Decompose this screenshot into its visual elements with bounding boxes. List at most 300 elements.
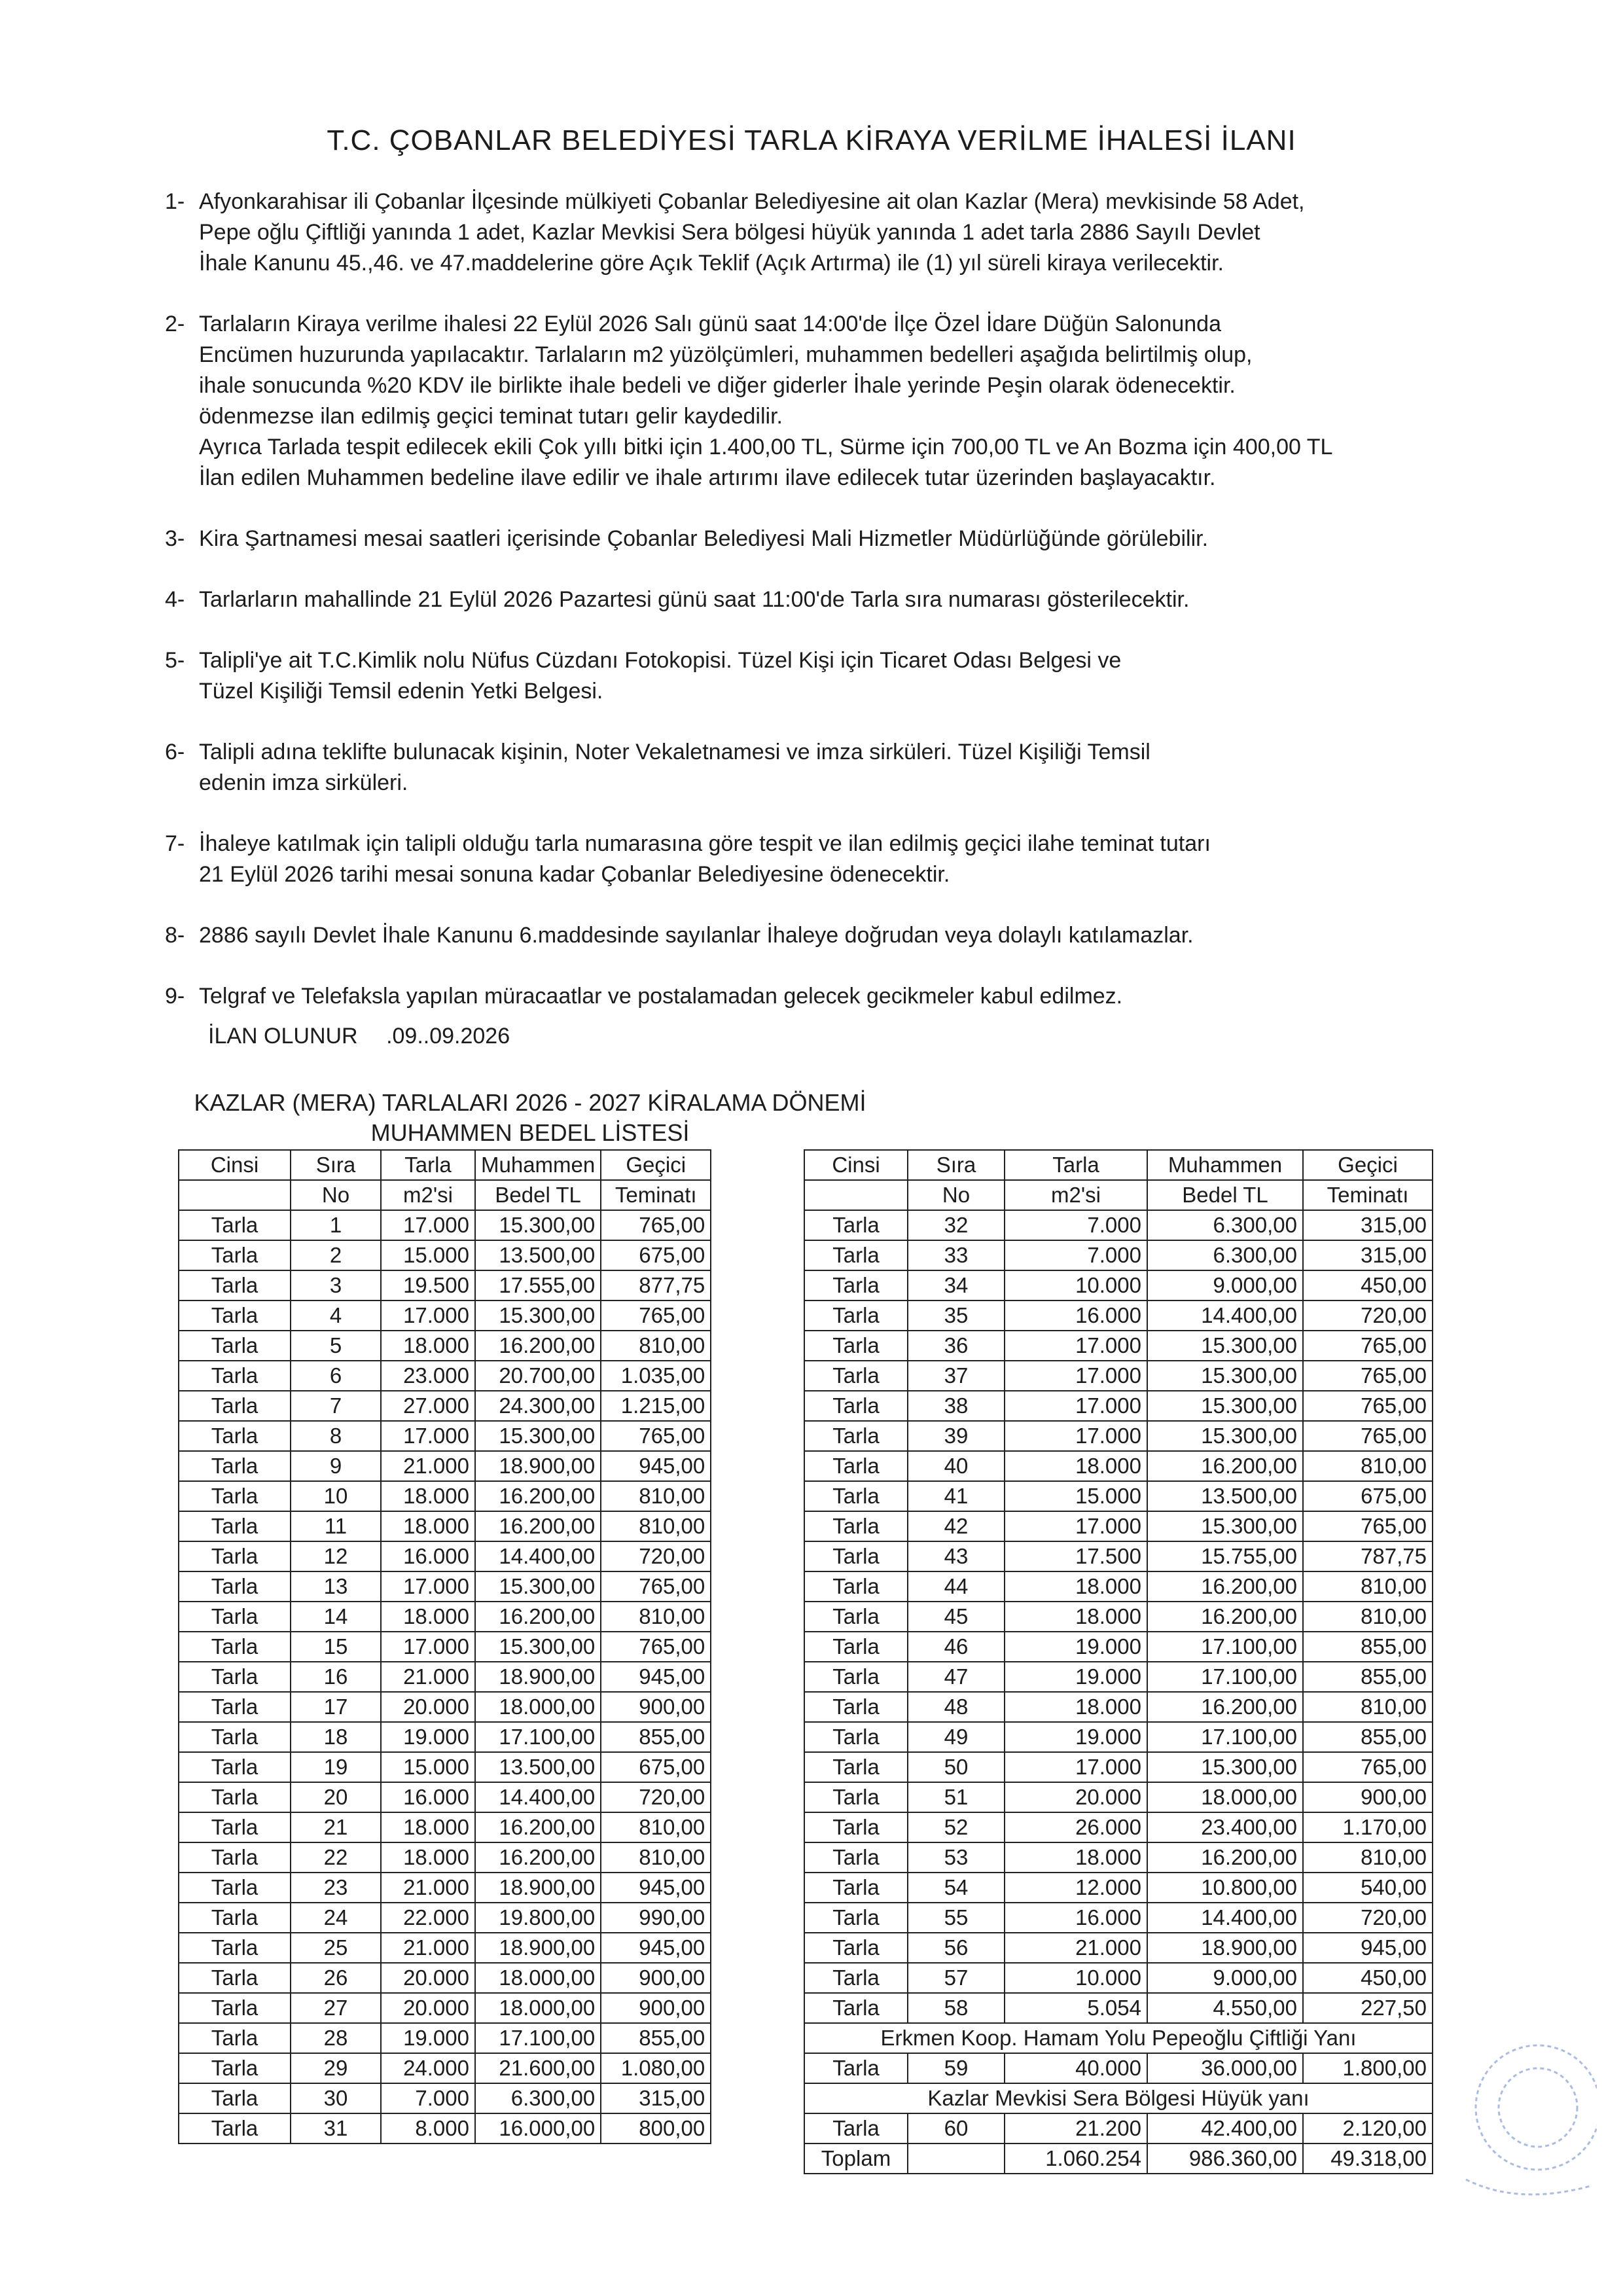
table-cell: Tarla [804, 1722, 908, 1752]
table-row [804, 1331, 1433, 1361]
table-cell: 765,00 [601, 1210, 711, 1240]
table-cell: 17.000 [381, 1421, 475, 1451]
table-cell: 8.000 [381, 2113, 475, 2144]
table-cell: Tarla [179, 2023, 291, 2053]
table-cell: 2 [291, 1240, 381, 1270]
table-cell: 21.000 [1005, 1933, 1147, 1963]
table-cell: 18.000 [1005, 1602, 1147, 1632]
table-cell: 21 [291, 1812, 381, 1842]
table-cell: 14.400,00 [1147, 1903, 1303, 1933]
table-row [179, 1421, 711, 1451]
table-cell: Tarla [804, 1571, 908, 1602]
table-cell: 810,00 [1303, 1571, 1433, 1602]
notice-item-line: edenin imza sirküleri. [199, 770, 408, 795]
table-cell: 21.600,00 [475, 2053, 601, 2083]
table-cell: Tarla [804, 1782, 908, 1812]
table-cell: 7.000 [381, 2083, 475, 2113]
table-cell: 8 [291, 1421, 381, 1451]
table-cell: Tarla [179, 1963, 291, 1993]
table-row [179, 1993, 711, 2023]
table-row [179, 1270, 711, 1300]
table-cell: 12 [291, 1541, 381, 1571]
table-cell: Tarla [804, 1300, 908, 1331]
table-cell: Tarla [179, 1331, 291, 1361]
table-cell: Tarla [179, 1511, 291, 1541]
table-row [179, 1331, 711, 1361]
table-cell: 24 [291, 1903, 381, 1933]
table-cell: 28 [291, 2023, 381, 2053]
notice-item-number: 9- [165, 984, 185, 1009]
table-row [804, 1963, 1433, 1993]
table-cell: 4 [291, 1300, 381, 1331]
table-cell: 13 [291, 1571, 381, 1602]
table-row [179, 1602, 711, 1632]
table-cell: 22.000 [381, 1903, 475, 1933]
notice-item [165, 187, 1493, 279]
table-cell: 810,00 [601, 1812, 711, 1842]
table-cell: Tarla [179, 1421, 291, 1451]
notice-item [165, 829, 1493, 890]
table-cell: 15.300,00 [475, 1210, 601, 1240]
table-cell: 15.000 [381, 1240, 475, 1270]
table-cell: Tarla [804, 1421, 908, 1451]
notice-item-line: 2886 sayılı Devlet İhale Kanunu 6.maddesinde sayılanlar İhaleye doğrudan veya dolaylı katılamazlar. [199, 923, 1194, 948]
notice-item-line: Tarlaların Kiraya verilme ihalesi 22 Eylül 2026 Salı günü saat 14:00'de İlçe Özel İdare Düğün Salonunda [199, 312, 1221, 336]
table-header-cell: Muhammen [475, 1150, 601, 1180]
table-cell: 15.300,00 [475, 1300, 601, 1331]
table-cell: 21.200 [1005, 2113, 1147, 2144]
table-cell: 945,00 [1303, 1933, 1433, 1963]
table-row [179, 1963, 711, 1993]
table-cell: 31 [291, 2113, 381, 2144]
table-row [179, 1300, 711, 1331]
table-cell: Tarla [804, 1963, 908, 1993]
table-cell: 50 [908, 1752, 1005, 1782]
table-row [804, 1481, 1433, 1511]
table-cell: 19.500 [381, 1270, 475, 1300]
table-cell: 4.550,00 [1147, 1993, 1303, 2023]
table-cell: 17.000 [1005, 1511, 1147, 1541]
table-cell: 17.100,00 [1147, 1632, 1303, 1662]
table-cell: 10.000 [1005, 1963, 1147, 1993]
table-header-cell: Geçici [1303, 1150, 1433, 1180]
table-cell: 27 [291, 1993, 381, 2023]
table-cell: 675,00 [601, 1752, 711, 1782]
notice-item-line: Tüzel Kişiliği Temsil edenin Yetki Belgesi. [199, 679, 603, 704]
table-cell: 18.000 [1005, 1692, 1147, 1722]
table-row [179, 1391, 711, 1421]
notice-item [165, 981, 1493, 1012]
table-cell: 9.000,00 [1147, 1963, 1303, 1993]
table-cell: 15.755,00 [1147, 1541, 1303, 1571]
table-cell: 51 [908, 1782, 1005, 1812]
table-cell: 720,00 [1303, 1300, 1433, 1331]
table-cell: 18.900,00 [475, 1662, 601, 1692]
table-cell: 36 [908, 1331, 1005, 1361]
table-cell: 24.000 [381, 2053, 475, 2083]
table-cell: 41 [908, 1481, 1005, 1511]
table-cell: Tarla [179, 1361, 291, 1391]
table-cell: 16.000,00 [475, 2113, 601, 2144]
table-row [804, 1602, 1433, 1632]
table-cell: Tarla [804, 1662, 908, 1692]
table-cell: 7 [291, 1391, 381, 1421]
table-cell: 17.000 [1005, 1421, 1147, 1451]
table-cell: 34 [908, 1270, 1005, 1300]
table-cell: Tarla [179, 2113, 291, 2144]
table-cell: 15.300,00 [1147, 1511, 1303, 1541]
table-cell: 765,00 [1303, 1421, 1433, 1451]
table-cell: 16.000 [1005, 1903, 1147, 1933]
table-cell: 30 [291, 2083, 381, 2113]
section-row-kazlar [804, 2083, 1433, 2113]
table-row [804, 1903, 1433, 1933]
notice-item-line: Ayrıca Tarlada tespit edilecek ekili Çok yıllı bitki için 1.400,00 TL, Sürme için 700,00 TL ve An Bozma için 400,00 TL [199, 435, 1333, 459]
table-cell: 900,00 [601, 1692, 711, 1722]
table-cell: 20 [291, 1782, 381, 1812]
table-cell: 14 [291, 1602, 381, 1632]
table-cell: 19.000 [1005, 1662, 1147, 1692]
ilan-date: .09..09.2026 [386, 1024, 510, 1049]
table-header-cell: Teminatı [601, 1180, 711, 1210]
table-cell: 16.200,00 [1147, 1571, 1303, 1602]
table-header-cell: Muhammen [1147, 1150, 1303, 1180]
table-cell: 765,00 [601, 1421, 711, 1451]
table-cell: 1.215,00 [601, 1391, 711, 1421]
table-cell: 45 [908, 1602, 1005, 1632]
table-cell: 810,00 [1303, 1842, 1433, 1873]
table-cell: 18.000,00 [475, 1993, 601, 2023]
table-cell: 3 [291, 1270, 381, 1300]
table-cell: Tarla [804, 1361, 908, 1391]
table-row [804, 2113, 1433, 2144]
table-cell: 19.000 [381, 2023, 475, 2053]
table-cell: Tarla [804, 1541, 908, 1571]
table-row [804, 1210, 1433, 1240]
table-cell: 33 [908, 1240, 1005, 1270]
table-row [804, 1541, 1433, 1571]
table-cell: 21.000 [381, 1873, 475, 1903]
table-cell: 52 [908, 1812, 1005, 1842]
table-header-row [804, 1180, 1433, 1210]
table-cell: Tarla [179, 1481, 291, 1511]
table-cell: 19.000 [1005, 1632, 1147, 1662]
total-label: Toplam [804, 2144, 908, 2174]
notice-item-number: 2- [165, 312, 185, 336]
table-cell: Tarla [179, 1993, 291, 2023]
notice-item-number: 5- [165, 648, 185, 673]
notice-item-number: 7- [165, 831, 185, 856]
notice-item-number: 8- [165, 923, 185, 948]
notice-item-line: Pepe oğlu Çiftliği yanında 1 adet, Kazlar Mevkisi Sera bölgesi hüyük yanında 1 adet tarla 2886 Sayılı Devlet [199, 220, 1260, 245]
table-row [804, 1421, 1433, 1451]
table-cell: 800,00 [601, 2113, 711, 2144]
table-cell: 17.000 [381, 1210, 475, 1240]
table-cell: 855,00 [601, 2023, 711, 2053]
table-cell: 17.100,00 [1147, 1662, 1303, 1692]
table-cell: 1.800,00 [1303, 2053, 1433, 2083]
table-cell: Tarla [179, 1240, 291, 1270]
table-row [804, 1873, 1433, 1903]
table-cell: 26 [291, 1963, 381, 1993]
table-row [804, 1993, 1433, 2023]
table-row [804, 1391, 1433, 1421]
table-cell: 990,00 [601, 1903, 711, 1933]
table-cell: Tarla [179, 1842, 291, 1873]
table-row [804, 2053, 1433, 2083]
table-cell: 15.300,00 [475, 1421, 601, 1451]
table-header-row [804, 1150, 1433, 1180]
table-cell: 315,00 [1303, 1240, 1433, 1270]
notice-item-line: İlan edilen Muhammen bedeline ilave edilir ve ihale artırımı ilave edilecek tutar üzerinden başlayacaktır. [199, 465, 1216, 490]
table-cell: 18.900,00 [1147, 1933, 1303, 1963]
table-cell: 765,00 [1303, 1391, 1433, 1421]
table-cell: 2.120,00 [1303, 2113, 1433, 2144]
notice-item-line: Talipli adına teklifte bulunacak kişinin, Noter Vekaletnamesi ve imza sirküleri. Tüzel Kişiliği Temsil [199, 740, 1150, 764]
table-cell: Tarla [179, 2083, 291, 2113]
notice-item [165, 524, 1493, 554]
notice-item-line: Encümen huzurunda yapılacaktır. Tarlaların m2 yüzölçümleri, muhammen bedelleri aşağıda belirtilmiş olup, [199, 342, 1253, 367]
notice-item-line: Telgraf ve Telefaksla yapılan müracaatlar ve postalamadan gelecek gecikmeler kabul edilmez. [199, 984, 1123, 1009]
table-row [179, 1692, 711, 1722]
table-row [179, 1571, 711, 1602]
table-cell: 9 [291, 1451, 381, 1481]
table-cell: Tarla [804, 2113, 908, 2144]
notice-item-line: Tarlarların mahallinde 21 Eylül 2026 Pazartesi günü saat 11:00'de Tarla sıra numarası gösterilecektir. [199, 587, 1190, 612]
table-header-cell: No [291, 1180, 381, 1210]
table-cell: Tarla [804, 1692, 908, 1722]
table-cell: 720,00 [601, 1782, 711, 1812]
table-cell: 13.500,00 [475, 1752, 601, 1782]
table-header-cell: Cinsi [179, 1150, 291, 1180]
table-cell: 765,00 [1303, 1331, 1433, 1361]
notice-item-number: 3- [165, 526, 185, 551]
notice-item-line: İhale Kanunu 45.,46. ve 47.maddelerine göre Açık Teklif (Açık Artırma) ile (1) yıl süreli kiraya verilecektir. [199, 251, 1224, 276]
table-cell: 1.080,00 [601, 2053, 711, 2083]
table-cell: 945,00 [601, 1451, 711, 1481]
table-header-cell: Tarla [381, 1150, 475, 1180]
table-header-cell: Sıra [908, 1150, 1005, 1180]
notice-item [165, 645, 1493, 707]
table-cell: 20.000 [381, 1963, 475, 1993]
table-cell: 6.300,00 [475, 2083, 601, 2113]
table-cell: 15.000 [1005, 1481, 1147, 1511]
table-row [179, 1632, 711, 1662]
table-cell: 23.400,00 [1147, 1812, 1303, 1842]
notice-items [165, 187, 1493, 1042]
table-cell: 18.000 [381, 1812, 475, 1842]
table-cell: 6.300,00 [1147, 1210, 1303, 1240]
table-cell: Tarla [179, 1812, 291, 1842]
table-cell: Tarla [804, 1933, 908, 1963]
table-header-cell: Bedel TL [475, 1180, 601, 1210]
table-cell: 810,00 [1303, 1451, 1433, 1481]
table-cell: 315,00 [601, 2083, 711, 2113]
table-cell: 18.000 [1005, 1571, 1147, 1602]
table-cell: Tarla [804, 1511, 908, 1541]
table-cell: 16.200,00 [1147, 1842, 1303, 1873]
total-teminat: 49.318,00 [1303, 2144, 1433, 2174]
table-cell: Tarla [804, 1451, 908, 1481]
list-title-line2: MUHAMMEN BEDEL LİSTESİ [370, 1119, 690, 1146]
table-cell: 16 [291, 1662, 381, 1692]
ilan-label: İLAN OLUNUR [208, 1024, 358, 1049]
table-row [179, 1210, 711, 1240]
table-cell: 27.000 [381, 1391, 475, 1421]
notice-item-line: ihale sonucunda %20 KDV ile birlikte ihale bedeli ve diğer giderler İhale yerinde Peşin olarak ödenecektir. [199, 373, 1236, 398]
table-cell: 1.170,00 [1303, 1812, 1433, 1842]
table-cell: 450,00 [1303, 1963, 1433, 1993]
table-row [179, 1541, 711, 1571]
table-header-cell: Bedel TL [1147, 1180, 1303, 1210]
table-cell: Tarla [179, 1632, 291, 1662]
table-cell: 55 [908, 1903, 1005, 1933]
table-cell: 17.000 [1005, 1391, 1147, 1421]
table-cell: Tarla [179, 1752, 291, 1782]
table-cell: 47 [908, 1662, 1005, 1692]
table-row [179, 1662, 711, 1692]
table-header-cell: Sıra [291, 1150, 381, 1180]
table-cell: 14.400,00 [1147, 1300, 1303, 1331]
table-row [179, 1812, 711, 1842]
table-cell: 36.000,00 [1147, 2053, 1303, 2083]
list-title [0, 1088, 1060, 1148]
table-cell: Tarla [179, 1933, 291, 1963]
notice-item [165, 309, 1493, 493]
table-cell: Tarla [179, 1391, 291, 1421]
notice-item-line: Afyonkarahisar ili Çobanlar İlçesinde mülkiyeti Çobanlar Belediyesine ait olan Kazlar (Mera) mevkisinde 58 Adet, [199, 189, 1305, 214]
section-label: Erkmen Koop. Hamam Yolu Pepeoğlu Çiftliği Yanı [804, 2023, 1433, 2053]
table-cell: Tarla [804, 1842, 908, 1873]
table-cell: 17.000 [381, 1300, 475, 1331]
table-cell: 18.000 [381, 1481, 475, 1511]
table-cell: 58 [908, 1993, 1005, 2023]
table-row [804, 1632, 1433, 1662]
table-cell: 17.100,00 [475, 2023, 601, 2053]
table-cell: 24.300,00 [475, 1391, 601, 1421]
notice-title: T.C. ÇOBANLAR BELEDİYESİ TARLA KİRAYA VERİLME İHALESİ İLANI [327, 124, 1296, 156]
table-cell: 18.000 [381, 1842, 475, 1873]
table-cell: 20.000 [381, 1692, 475, 1722]
total-empty-cell [908, 2144, 1005, 2174]
table-cell: 19.800,00 [475, 1903, 601, 1933]
table-cell: 15.300,00 [1147, 1421, 1303, 1451]
table-cell: 17.000 [381, 1632, 475, 1662]
table-cell: Tarla [804, 1331, 908, 1361]
table-cell: 17.100,00 [475, 1722, 601, 1752]
total-row [804, 2144, 1433, 2174]
table-cell: 19.000 [381, 1722, 475, 1752]
table-cell: 675,00 [1303, 1481, 1433, 1511]
table-cell: 44 [908, 1571, 1005, 1602]
table-cell: 57 [908, 1963, 1005, 1993]
table-row [179, 1722, 711, 1752]
table-cell: Tarla [179, 2053, 291, 2083]
table-header-row [179, 1150, 711, 1180]
notice-item [165, 584, 1493, 615]
notice-item-number: 6- [165, 740, 185, 764]
table-cell: Tarla [804, 1993, 908, 2023]
table-cell: 37 [908, 1361, 1005, 1391]
table-cell: 900,00 [1303, 1782, 1433, 1812]
table-row [179, 1873, 711, 1903]
table-cell: 10.000 [1005, 1270, 1147, 1300]
notice-item-number: 1- [165, 189, 185, 214]
table-cell: 9.000,00 [1147, 1270, 1303, 1300]
table-cell: 16.200,00 [475, 1511, 601, 1541]
table-cell: 720,00 [601, 1541, 711, 1571]
table-cell: Tarla [179, 1451, 291, 1481]
table-header-cell: No [908, 1180, 1005, 1210]
notice-item-line: Talipli'ye ait T.C.Kimlik nolu Nüfus Cüzdanı Fotokopisi. Tüzel Kişi için Ticaret Odası Belgesi ve [199, 648, 1122, 673]
table-row [804, 1300, 1433, 1331]
table-cell: 14.400,00 [475, 1541, 601, 1571]
table-cell: 21.000 [381, 1662, 475, 1692]
table-header-cell [804, 1180, 908, 1210]
table-header-cell: Tarla [1005, 1150, 1147, 1180]
table-cell: 49 [908, 1722, 1005, 1752]
table-cell: Tarla [179, 1300, 291, 1331]
section-row-erkmen [804, 2023, 1433, 2053]
table-cell: 15.300,00 [1147, 1331, 1303, 1361]
table-cell: Tarla [179, 1210, 291, 1240]
table-cell: 21.000 [381, 1451, 475, 1481]
table-cell: 35 [908, 1300, 1005, 1331]
table-row [179, 2113, 711, 2144]
table-cell: Tarla [804, 1240, 908, 1270]
notice-item [165, 920, 1493, 951]
table-cell: 6.300,00 [1147, 1240, 1303, 1270]
table-cell: 17.100,00 [1147, 1722, 1303, 1752]
table-cell: 15.300,00 [475, 1632, 601, 1662]
table-header-row [179, 1180, 711, 1210]
table-row [804, 1692, 1433, 1722]
table-cell: 18.900,00 [475, 1451, 601, 1481]
table-cell: 450,00 [1303, 1270, 1433, 1300]
table-row [804, 1451, 1433, 1481]
table-header-cell: Geçici [601, 1150, 711, 1180]
table-row [804, 1571, 1433, 1602]
table-cell: 13.500,00 [475, 1240, 601, 1270]
table-cell: Tarla [804, 1481, 908, 1511]
table-cell: 15.300,00 [475, 1571, 601, 1602]
notice-item-line: 21 Eylül 2026 tarihi mesai sonuna kadar Çobanlar Belediyesine ödenecektir. [199, 862, 950, 887]
table-cell: 43 [908, 1541, 1005, 1571]
table-cell: 17 [291, 1692, 381, 1722]
table-cell: 39 [908, 1421, 1005, 1451]
table-header-cell: Teminatı [1303, 1180, 1433, 1210]
table-cell: 227,50 [1303, 1993, 1433, 2023]
table-cell: 540,00 [1303, 1873, 1433, 1903]
notice-item-line: ödenmezse ilan edilmiş geçici teminat tutarı gelir kaydedilir. [199, 404, 783, 429]
table-row [804, 1511, 1433, 1541]
total-bedel: 986.360,00 [1147, 2144, 1303, 2174]
table-row [179, 2053, 711, 2083]
table-cell: 17.000 [1005, 1752, 1147, 1782]
table-cell: Tarla [804, 1903, 908, 1933]
table-cell: 48 [908, 1692, 1005, 1722]
table-row [179, 1903, 711, 1933]
table-cell: 810,00 [601, 1511, 711, 1541]
table-cell: 60 [908, 2113, 1005, 2144]
table-cell: 22 [291, 1842, 381, 1873]
table-cell: Tarla [804, 1632, 908, 1662]
table-cell: Tarla [804, 1752, 908, 1782]
table-cell: Tarla [179, 1571, 291, 1602]
table-cell: 5 [291, 1331, 381, 1361]
table-cell: 10.800,00 [1147, 1873, 1303, 1903]
table-cell: Tarla [179, 1692, 291, 1722]
